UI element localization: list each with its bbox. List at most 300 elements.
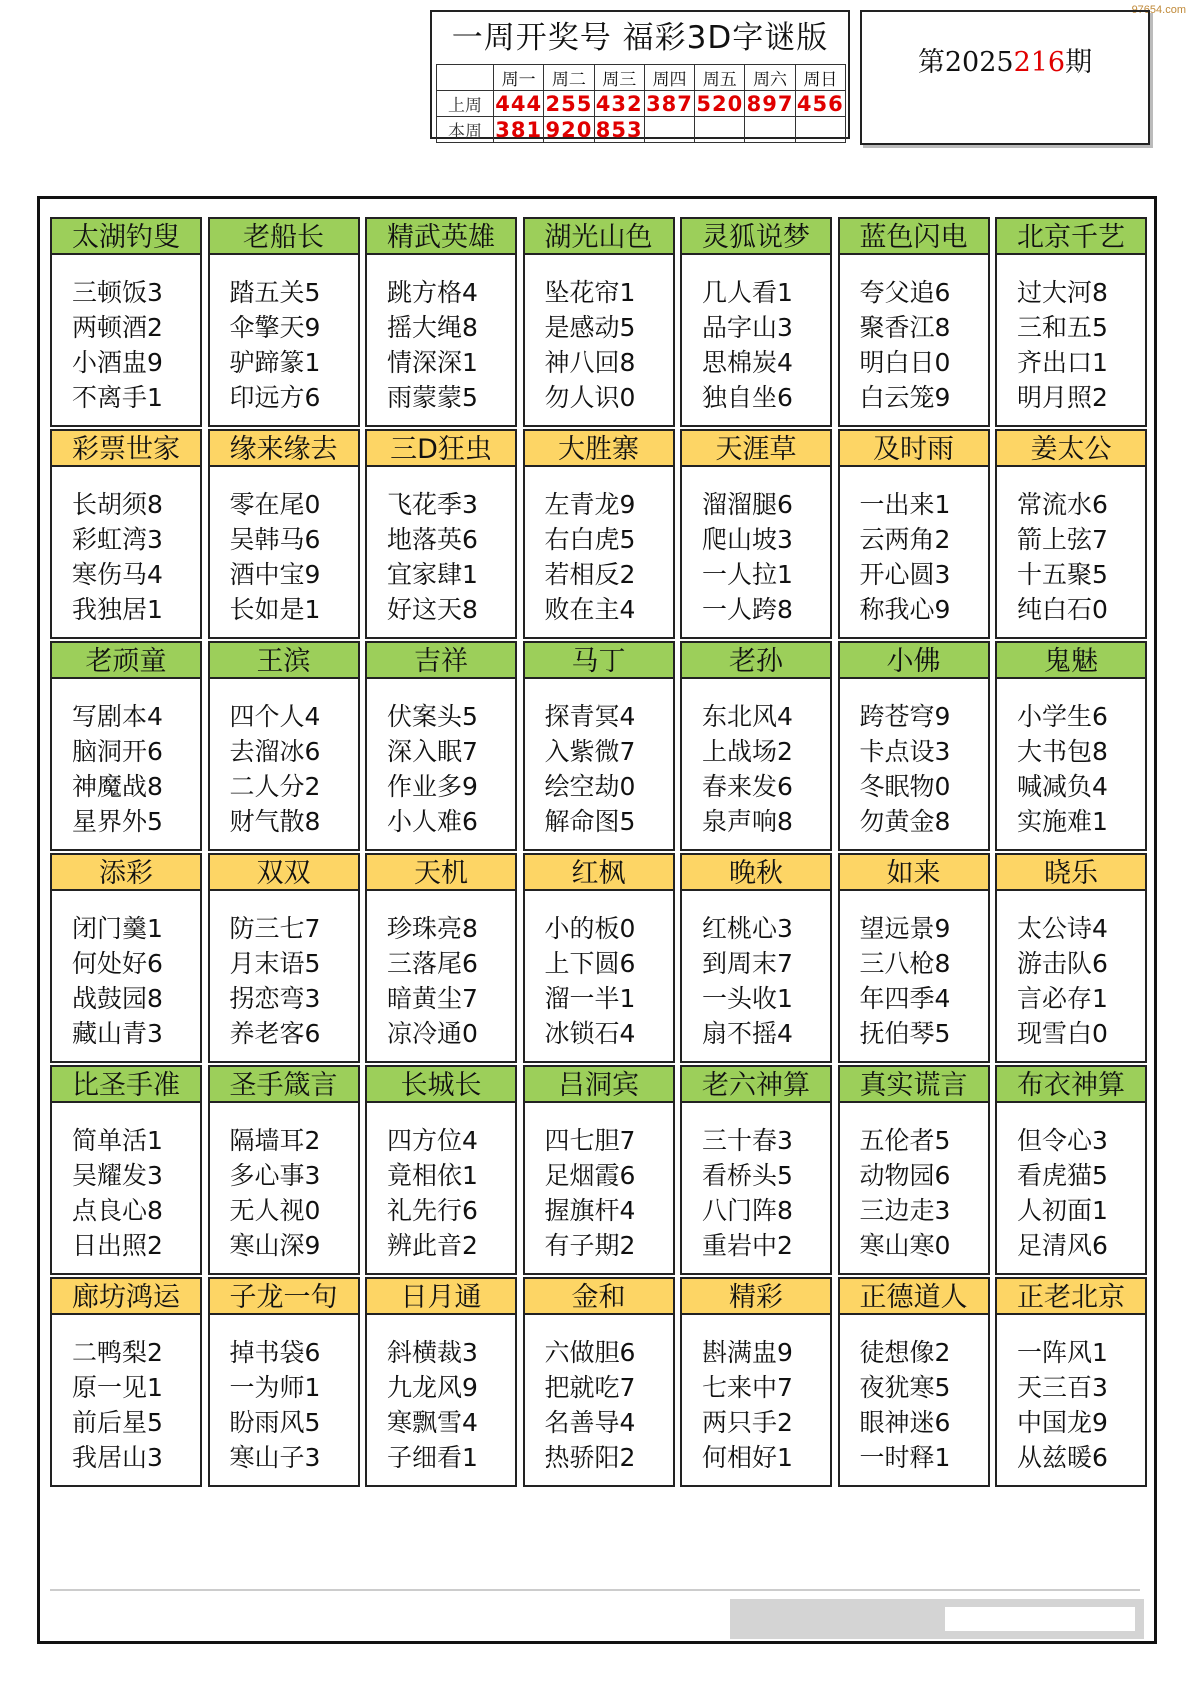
- riddle-line: 抚伯琴5: [859, 1019, 951, 1048]
- riddle-line: 两只手2: [702, 1408, 793, 1437]
- draw-number: [695, 117, 745, 143]
- riddle-lines: [840, 891, 988, 1051]
- riddle-line: 养老客6: [229, 1019, 321, 1048]
- day-header: 周日: [795, 65, 845, 91]
- riddle-line: 春来发6: [702, 772, 793, 801]
- riddle-line: 寒山寒0: [859, 1231, 951, 1260]
- riddle-line: 四七胆7: [544, 1126, 636, 1155]
- riddle-author: 精武英雄: [367, 219, 515, 255]
- riddle-line: 盼雨风5: [229, 1408, 321, 1437]
- draw-number: 853: [595, 117, 643, 142]
- riddle-author: 老六神算: [682, 1067, 830, 1103]
- riddle-line: 把就吃7: [544, 1373, 636, 1402]
- riddle-card: [50, 853, 202, 1063]
- riddle-line: 子细看1: [387, 1443, 478, 1472]
- riddle-card: [838, 217, 990, 427]
- riddle-author: 彩票世家: [52, 431, 200, 467]
- riddle-lines: [367, 255, 515, 415]
- riddle-line: 点良心8: [72, 1196, 163, 1225]
- riddle-line: 现雪白0: [1017, 1019, 1108, 1048]
- riddle-lines: [997, 891, 1145, 1051]
- riddle-line: 一人拉1: [702, 560, 793, 589]
- riddle-author: 缘来缘去: [210, 431, 358, 467]
- riddle-line: 三顿饭3: [72, 278, 163, 307]
- riddle-line: 溜溜腿6: [702, 490, 793, 519]
- row-label: 上周: [437, 91, 494, 117]
- riddle-line: 竟相依1: [387, 1161, 478, 1190]
- riddle-line: 辨此音2: [387, 1231, 478, 1260]
- riddle-card: [995, 217, 1147, 427]
- riddle-lines: [840, 467, 988, 627]
- riddle-lines: [210, 891, 358, 1051]
- riddle-line: 人初面1: [1017, 1196, 1108, 1225]
- draw-number: 520: [696, 91, 744, 116]
- riddle-line: 星界外5: [72, 807, 163, 836]
- draw-number: [644, 117, 694, 143]
- riddle-line: 月末语5: [229, 949, 321, 978]
- riddle-line: 若相反2: [544, 560, 636, 589]
- riddle-line: 绘空劫0: [544, 772, 636, 801]
- riddle-line: 凉冷通0: [387, 1019, 478, 1048]
- riddle-author: 老顽童: [52, 643, 200, 679]
- day-header: 周三: [594, 65, 644, 91]
- riddle-lines: [840, 1103, 988, 1263]
- draw-number: [795, 117, 845, 143]
- riddle-line: 酒中宝9: [229, 560, 321, 589]
- riddle-line: 隔墙耳2: [229, 1126, 321, 1155]
- riddle-lines: [682, 255, 830, 415]
- riddle-line: 几人看1: [702, 278, 793, 307]
- riddle-card: [680, 217, 832, 427]
- riddle-line: 何处好6: [72, 949, 163, 978]
- riddle-line: 闭门羹1: [72, 914, 163, 943]
- riddle-line: 是感动5: [544, 313, 636, 342]
- riddle-card: [680, 429, 832, 639]
- riddle-card: [995, 1065, 1147, 1275]
- riddle-line: 长胡须8: [72, 490, 163, 519]
- riddle-line: 寒山子3: [229, 1443, 321, 1472]
- riddle-author: 老孙: [682, 643, 830, 679]
- riddle-line: 小学生6: [1017, 702, 1108, 731]
- riddle-line: 动物园6: [859, 1161, 951, 1190]
- riddle-line: 三和五5: [1017, 313, 1108, 342]
- riddle-card: [365, 853, 517, 1063]
- riddle-line: 驴蹄篆1: [229, 348, 321, 377]
- riddle-line: 实施难1: [1017, 807, 1108, 836]
- riddle-line: 两顿酒2: [72, 313, 163, 342]
- riddle-line: 寒山深9: [229, 1231, 321, 1260]
- riddle-line: 无人视0: [229, 1196, 321, 1225]
- riddle-card: [523, 641, 675, 851]
- riddle-line: 卡点设3: [859, 737, 951, 766]
- draw-number: 456: [796, 91, 844, 116]
- riddle-line: 原一见1: [72, 1373, 163, 1402]
- riddle-line: 五伦者5: [859, 1126, 951, 1155]
- riddle-line: 左青龙9: [544, 490, 636, 519]
- riddle-line: 小人难6: [387, 807, 478, 836]
- riddle-line: 天三百3: [1017, 1373, 1108, 1402]
- riddle-line: 名善导4: [544, 1408, 636, 1437]
- riddle-line: 纯白石0: [1017, 595, 1108, 624]
- riddle-lines: [840, 255, 988, 415]
- riddle-lines: [682, 467, 830, 627]
- riddle-line: 吴韩马6: [229, 525, 321, 554]
- riddle-author: 及时雨: [840, 431, 988, 467]
- riddle-card: [995, 1277, 1147, 1487]
- riddle-line: 热骄阳2: [544, 1443, 636, 1472]
- riddle-line: 败在主4: [544, 595, 636, 624]
- riddle-line: 足清风6: [1017, 1231, 1108, 1260]
- riddle-line: 一头收1: [702, 984, 793, 1013]
- site-watermark: 97654.com: [1131, 4, 1186, 16]
- riddle-line: 望远景9: [859, 914, 951, 943]
- draw-number: [745, 117, 795, 143]
- corner-cell: [437, 65, 494, 91]
- draw-number: 381: [495, 117, 543, 142]
- last-week-row: [437, 91, 846, 117]
- riddle-author: 正老北京: [997, 1279, 1145, 1315]
- riddle-line: 神魔战8: [72, 772, 163, 801]
- riddle-lines: [682, 1315, 830, 1475]
- riddle-lines: [210, 1103, 358, 1263]
- riddle-card: [50, 1065, 202, 1275]
- riddle-line: 脑洞开6: [72, 737, 163, 766]
- riddle-line: 箭上弦7: [1017, 525, 1108, 554]
- riddle-line: 探青冥4: [544, 702, 636, 731]
- riddle-author: 马丁: [525, 643, 673, 679]
- riddle-line: 上下圆6: [544, 949, 636, 978]
- day-header: 周四: [644, 65, 694, 91]
- draw-number: 387: [646, 91, 693, 116]
- issue-number: [862, 40, 1148, 79]
- riddle-author: 晓乐: [997, 855, 1145, 891]
- riddle-line: 三八枪8: [859, 949, 951, 978]
- riddle-author: 太湖钓叟: [52, 219, 200, 255]
- riddle-line: 徒想像2: [859, 1338, 951, 1367]
- riddle-card: [208, 641, 360, 851]
- riddle-line: 年四季4: [859, 984, 951, 1013]
- riddle-line: 九龙风9: [387, 1373, 478, 1402]
- riddle-line: 何相好1: [702, 1443, 793, 1472]
- riddle-card: [995, 641, 1147, 851]
- riddle-card: [365, 1277, 517, 1487]
- riddle-line: 二人分2: [229, 772, 321, 801]
- issue-prefix: 第: [917, 47, 945, 78]
- weekly-draw-panel: [430, 10, 850, 142]
- riddle-lines: [525, 1103, 673, 1263]
- riddle-line: 斟满盅9: [702, 1338, 793, 1367]
- riddle-line: 写剧本4: [72, 702, 163, 731]
- riddle-card: [680, 1277, 832, 1487]
- riddle-line: 八门阵8: [702, 1196, 793, 1225]
- issue-year: 2025: [944, 47, 1014, 78]
- riddle-line: 地落英6: [387, 525, 478, 554]
- riddle-line: 伏案头5: [387, 702, 478, 731]
- riddle-card: [523, 1065, 675, 1275]
- riddle-lines: [52, 467, 200, 627]
- riddle-frame: [37, 196, 1157, 1644]
- issue-num: 216: [1013, 47, 1066, 78]
- day-header: 周六: [745, 65, 795, 91]
- riddle-card: [680, 641, 832, 851]
- riddle-line: 神八回8: [544, 348, 636, 377]
- riddle-author: 红枫: [525, 855, 673, 891]
- riddle-lines: [52, 255, 200, 415]
- row-label: 本周: [437, 117, 494, 143]
- draw-table: [436, 64, 846, 143]
- riddle-card: [365, 217, 517, 427]
- riddle-line: 冰锁石4: [544, 1019, 636, 1048]
- riddle-line: 齐出口1: [1017, 348, 1108, 377]
- riddle-author: 灵狐说梦: [682, 219, 830, 255]
- riddle-line: 好这天8: [387, 595, 478, 624]
- riddle-line: 零在尾0: [229, 490, 321, 519]
- days-row: [437, 65, 846, 91]
- draw-number: 897: [746, 91, 794, 116]
- riddle-line: 日出照2: [72, 1231, 163, 1260]
- riddle-line: 深入眠7: [387, 737, 478, 766]
- riddle-author: 廊坊鸿运: [52, 1279, 200, 1315]
- draw-number: 444: [495, 91, 543, 116]
- issue-panel: [860, 10, 1150, 145]
- riddle-line: 看虎猫5: [1017, 1161, 1108, 1190]
- riddle-line: 雨蒙蒙5: [387, 383, 478, 412]
- riddle-author: 姜太公: [997, 431, 1145, 467]
- riddle-card: [995, 429, 1147, 639]
- riddle-line: 言必存1: [1017, 984, 1108, 1013]
- riddle-lines: [525, 467, 673, 627]
- riddle-author: 比圣手准: [52, 1067, 200, 1103]
- riddle-line: 十五聚5: [1017, 560, 1108, 589]
- riddle-line: 溜一半1: [544, 984, 636, 1013]
- riddle-card: [208, 1277, 360, 1487]
- riddle-line: 珍珠亮8: [387, 914, 478, 943]
- riddle-author: 老船长: [210, 219, 358, 255]
- riddle-author: 圣手箴言: [210, 1067, 358, 1103]
- riddle-lines: [210, 255, 358, 415]
- bottom-bar-box: [945, 1607, 1135, 1631]
- riddle-lines: [52, 1103, 200, 1263]
- riddle-line: 前后星5: [72, 1408, 163, 1437]
- riddle-line: 多心事3: [229, 1161, 321, 1190]
- riddle-line: 明白日0: [859, 348, 951, 377]
- riddle-card: [365, 641, 517, 851]
- riddle-author: 吉祥: [367, 643, 515, 679]
- riddle-lines: [997, 1315, 1145, 1475]
- riddle-line: 六做胆6: [544, 1338, 636, 1367]
- riddle-lines: [52, 1315, 200, 1475]
- riddle-line: 眼神迷6: [859, 1408, 951, 1437]
- riddle-author: 日月通: [367, 1279, 515, 1315]
- riddle-author: 小佛: [840, 643, 988, 679]
- riddle-line: 四方位4: [387, 1126, 478, 1155]
- riddle-author: 双双: [210, 855, 358, 891]
- riddle-lines: [525, 679, 673, 839]
- riddle-line: 我居山3: [72, 1443, 163, 1472]
- riddle-line: 明月照2: [1017, 383, 1108, 412]
- riddle-lines: [367, 1103, 515, 1263]
- riddle-card: [50, 1277, 202, 1487]
- riddle-line: 印远方6: [229, 383, 321, 412]
- riddle-line: 夸父追6: [859, 278, 951, 307]
- riddle-author: 晚秋: [682, 855, 830, 891]
- riddle-line: 不离手1: [72, 383, 163, 412]
- riddle-line: 吴耀发3: [72, 1161, 163, 1190]
- riddle-line: 勿黄金8: [859, 807, 951, 836]
- riddle-line: 泉声响8: [702, 807, 793, 836]
- riddle-lines: [52, 891, 200, 1051]
- riddle-line: 上战场2: [702, 737, 793, 766]
- riddle-lines: [210, 467, 358, 627]
- riddle-card: [995, 853, 1147, 1063]
- riddle-line: 看桥头5: [702, 1161, 793, 1190]
- riddle-line: 常流水6: [1017, 490, 1108, 519]
- riddle-line: 摇大绳8: [387, 313, 478, 342]
- riddle-card: [208, 217, 360, 427]
- riddle-lines: [840, 679, 988, 839]
- riddle-author: 天机: [367, 855, 515, 891]
- riddle-line: 三十春3: [702, 1126, 793, 1155]
- riddle-line: 到周末7: [702, 949, 793, 978]
- riddle-author: 金和: [525, 1279, 673, 1315]
- riddle-line: 喊减负4: [1017, 772, 1108, 801]
- riddle-line: 入紫微7: [544, 737, 636, 766]
- riddle-author: 长城长: [367, 1067, 515, 1103]
- riddle-line: 夜犹寒5: [859, 1373, 951, 1402]
- riddle-line: 独自坐6: [702, 383, 793, 412]
- riddle-card: [365, 1065, 517, 1275]
- day-header: 周一: [494, 65, 544, 91]
- riddle-line: 掉书袋6: [229, 1338, 321, 1367]
- riddle-line: 太公诗4: [1017, 914, 1108, 943]
- riddle-author: 三D狂虫: [367, 431, 515, 467]
- riddle-card: [208, 429, 360, 639]
- riddle-line: 一阵风1: [1017, 1338, 1108, 1367]
- riddle-card: [523, 1277, 675, 1487]
- riddle-line: 从兹暖6: [1017, 1443, 1108, 1472]
- riddle-line: 四个人4: [229, 702, 321, 731]
- riddle-line: 解命图5: [544, 807, 636, 836]
- riddle-line: 一时释1: [859, 1443, 951, 1472]
- riddle-lines: [997, 467, 1145, 627]
- riddle-card: [838, 1065, 990, 1275]
- riddle-line: 扇不摇4: [702, 1019, 793, 1048]
- this-week-row: [437, 117, 846, 143]
- riddle-card: [523, 429, 675, 639]
- riddle-line: 情深深1: [387, 348, 478, 377]
- riddle-line: 小酒盅9: [72, 348, 163, 377]
- riddle-line: 云两角2: [859, 525, 951, 554]
- riddle-author: 北京千艺: [997, 219, 1145, 255]
- riddle-card: [523, 217, 675, 427]
- panel-title: 一周开奖号 福彩3D字谜版: [451, 20, 829, 56]
- riddle-card: [838, 1277, 990, 1487]
- riddle-line: 暗黄尘7: [387, 984, 478, 1013]
- riddle-line: 但令心3: [1017, 1126, 1108, 1155]
- riddle-line: 坠花帘1: [544, 278, 636, 307]
- riddle-line: 爬山坡3: [702, 525, 793, 554]
- riddle-card: [838, 641, 990, 851]
- riddle-line: 三落尾6: [387, 949, 478, 978]
- riddle-line: 过大河8: [1017, 278, 1108, 307]
- riddle-line: 大书包8: [1017, 737, 1108, 766]
- riddle-line: 聚香江8: [859, 313, 951, 342]
- riddle-line: 踏五关5: [229, 278, 321, 307]
- riddle-card: [50, 641, 202, 851]
- riddle-line: 品字山3: [702, 313, 793, 342]
- riddle-line: 红桃心3: [702, 914, 793, 943]
- riddle-line: 简单活1: [72, 1126, 163, 1155]
- riddle-author: 蓝色闪电: [840, 219, 988, 255]
- riddle-line: 寒飘雪4: [387, 1408, 478, 1437]
- riddle-lines: [210, 679, 358, 839]
- riddle-line: 游击队6: [1017, 949, 1108, 978]
- riddle-author: 布衣神算: [997, 1067, 1145, 1103]
- riddle-line: 斜横裁3: [387, 1338, 478, 1367]
- riddle-line: 防三七7: [229, 914, 321, 943]
- riddle-card: [523, 853, 675, 1063]
- riddle-line: 礼先行6: [387, 1196, 478, 1225]
- day-header: 周二: [544, 65, 594, 91]
- issue-suffix: 期: [1065, 47, 1093, 78]
- riddle-line: 彩虹湾3: [72, 525, 163, 554]
- riddle-line: 拐恋弯3: [229, 984, 321, 1013]
- riddle-line: 白云笼9: [859, 383, 951, 412]
- riddle-line: 七来中7: [702, 1373, 793, 1402]
- riddle-line: 握旗杆4: [544, 1196, 636, 1225]
- riddle-author: 子龙一句: [210, 1279, 358, 1315]
- riddle-lines: [52, 679, 200, 839]
- riddle-line: 三边走3: [859, 1196, 951, 1225]
- riddle-line: 小的板0: [544, 914, 636, 943]
- riddle-card: [50, 217, 202, 427]
- riddle-card: [50, 429, 202, 639]
- riddle-lines: [367, 891, 515, 1051]
- riddle-line: 东北风4: [702, 702, 793, 731]
- riddle-card: [208, 853, 360, 1063]
- riddle-lines: [367, 467, 515, 627]
- riddle-lines: [840, 1315, 988, 1475]
- riddle-line: 开心圆3: [859, 560, 951, 589]
- riddle-line: 一人跨8: [702, 595, 793, 624]
- riddle-line: 跳方格4: [387, 278, 478, 307]
- riddle-line: 一为师1: [229, 1373, 321, 1402]
- riddle-line: 财气散8: [229, 807, 321, 836]
- riddle-lines: [210, 1315, 358, 1475]
- riddle-author: 如来: [840, 855, 988, 891]
- draw-number: 432: [595, 91, 643, 116]
- bottom-bar: [730, 1599, 1144, 1639]
- riddle-line: 有子期2: [544, 1231, 636, 1260]
- riddle-line: 一出来1: [859, 490, 951, 519]
- riddle-line: 勿人识0: [544, 383, 636, 412]
- draw-number: 255: [545, 91, 593, 116]
- riddle-lines: [997, 679, 1145, 839]
- riddle-line: 冬眠物0: [859, 772, 951, 801]
- riddle-line: 跨苍穹9: [859, 702, 951, 731]
- riddle-line: 中国龙9: [1017, 1408, 1108, 1437]
- riddle-author: 添彩: [52, 855, 200, 891]
- riddle-card: [680, 1065, 832, 1275]
- riddle-author: 正德道人: [840, 1279, 988, 1315]
- riddle-line: 寒伤马4: [72, 560, 163, 589]
- riddle-line: 飞花季3: [387, 490, 478, 519]
- riddle-line: 足烟霞6: [544, 1161, 636, 1190]
- riddle-lines: [525, 891, 673, 1051]
- riddle-lines: [682, 679, 830, 839]
- riddle-card: [208, 1065, 360, 1275]
- riddle-card: [838, 429, 990, 639]
